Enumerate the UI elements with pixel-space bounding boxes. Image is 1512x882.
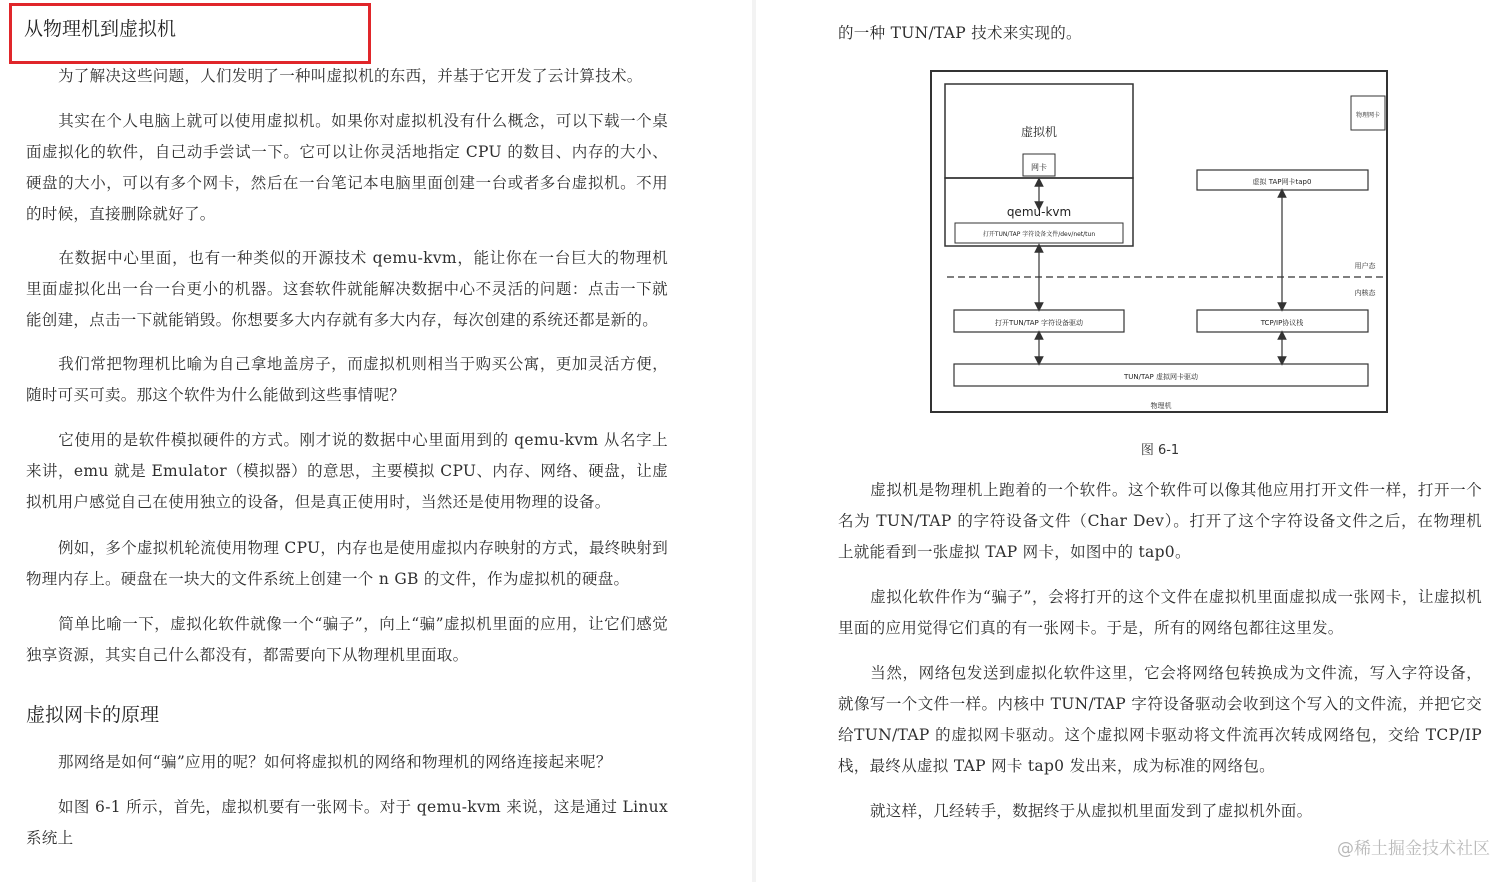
figure-caption: 图 6-1: [1140, 443, 1180, 458]
kernel-mode-label: 内核态: [1354, 289, 1376, 297]
section-heading-virtual-nic: 虚拟网卡的原理: [26, 704, 160, 726]
diagram-svg: [932, 72, 1386, 411]
tuntap-driver-label: TUN/TAP 虚拟网卡驱动: [1124, 373, 1198, 381]
paragraph: 当然，网络包发送到虚拟化软件这里，它会将网络包转换成为文件流，写入字符设备，就像写一个文件一样。内核中 TUN/TAP 字符设备驱动会收到这个写入的文件流，并把它交给TUN/TAP 的虚拟网卡驱动。这个虚拟网卡驱动将文件流再次转成网络包，交给 TCP/IP 栈，最终从虚拟 TAP 网卡 tap0 发出来，成为标准的网络包。: [838, 664, 1482, 775]
tcpip-label: TCP/IP协议栈: [1260, 319, 1304, 327]
paragraph: 那网络是如何“骗”应用的呢？如何将虚拟机的网络和物理机的网络连接起来呢？: [58, 753, 612, 771]
user-mode-label: 用户态: [1354, 262, 1376, 270]
paragraph: 简单比喻一下，虚拟化软件就像一个“骗子”，向上“骗”虚拟机里面的应用，让它们感觉独享资源，其实自己什么都没有，都需要向下从物理机里面取。: [26, 615, 668, 664]
open-driver-label: 打开TUN/TAP 字符设备驱动: [995, 319, 1083, 327]
section-heading-physical-to-virtual: 从物理机到虚拟机: [24, 18, 177, 40]
tap-nic-label: 虚拟 TAP网卡tap0: [1252, 178, 1312, 186]
paragraph: 虚拟机是物理机上跑着的一个软件。这个软件可以像其他应用打开文件一样，打开一个名为 TUN/TAP 的字符设备文件（Char Dev）。打开了这个字符设备文件之后，在物理机上就能看到一张虚拟 TAP 网卡，如图中的 tap0。: [838, 481, 1482, 561]
paragraph: 就这样，几经转手，数据终于从虚拟机里面发到了虚拟机外面。: [870, 802, 1313, 820]
left-page: [0, 0, 752, 882]
paragraph: 我们常把物理机比喻为自己拿地盖房子，而虚拟机则相当于购买公寓，更加灵活方便，随时可买可卖。那这个软件为什么能做到这些事情呢？: [26, 355, 668, 404]
tuntap-diagram: [930, 70, 1388, 413]
paragraph: 例如，多个虚拟机轮流使用物理 CPU，内存也是使用虚拟内存映射的方式，最终映射到物理内存上。硬盘在一块大的文件系统上创建一个 n GB 的文件，作为虚拟机的硬盘。: [26, 539, 669, 588]
paragraph-continuation: 的一种 TUN/TAP 技术来实现的。: [838, 24, 1082, 42]
physical-nic-label: 物理网卡: [1355, 112, 1381, 119]
paragraph: 为了解决这些问题，人们发明了一种叫虚拟机的东西，并基于它开发了云计算技术。: [58, 67, 643, 85]
paragraph: 如图 6-1 所示，首先，虚拟机要有一张网卡。对于 qemu-kvm 来说，这是通过 Linux 系统上: [26, 798, 668, 847]
watermark: @稀土掘金技术社区: [1337, 839, 1490, 859]
physical-machine-label: 物理机: [1150, 402, 1172, 410]
open-dev-file-label: 打开TUN/TAP 字符设备文件/dev/net/tun: [982, 231, 1096, 238]
paragraph: 在数据中心里面，也有一种类似的开源技术 qemu-kvm，能让你在一台巨大的物理机里面虚拟化出一台一台更小的机器。这套软件就能解决数据中心不灵活的问题：点击一下就能创建，点击一下就能销毁。你想要多大内存就有多大内存，每次创建的系统还都是新的。: [26, 249, 668, 329]
paragraph: 虚拟化软件作为“骗子”，会将打开的这个文件在虚拟机里面虚拟成一张网卡，让虚拟机里面的应用觉得它们真的有一张网卡。于是，所有的网络包都往这里发。: [838, 588, 1482, 637]
paragraph: 它使用的是软件模拟硬件的方式。刚才说的数据中心里面用到的 qemu-kvm 从名字上来讲，emu 就是 Emulator（模拟器）的意思，主要模拟 CPU、内存、网络、硬盘，让虚拟机用户感觉自己在使用独立的设备，但是真正使用时，当然还是使用物理的设备。: [26, 431, 668, 511]
vm-label: 虚拟机: [1020, 125, 1058, 139]
qemu-kvm-label: qemu-kvm: [1006, 205, 1072, 219]
vm-nic-label: 网卡: [1031, 163, 1047, 172]
paragraph: 其实在个人电脑上就可以使用虚拟机。如果你对虚拟机没有什么概念，可以下载一个桌面虚拟化的软件，自己动手尝试一下。它可以让你灵活地指定 CPU 的数目、内存的大小、硬盘的大小，可以有多个网卡，然后在一台笔记本电脑里面创建一台或者多台虚拟机。不用的时候，直接删除就好了。: [26, 112, 668, 223]
